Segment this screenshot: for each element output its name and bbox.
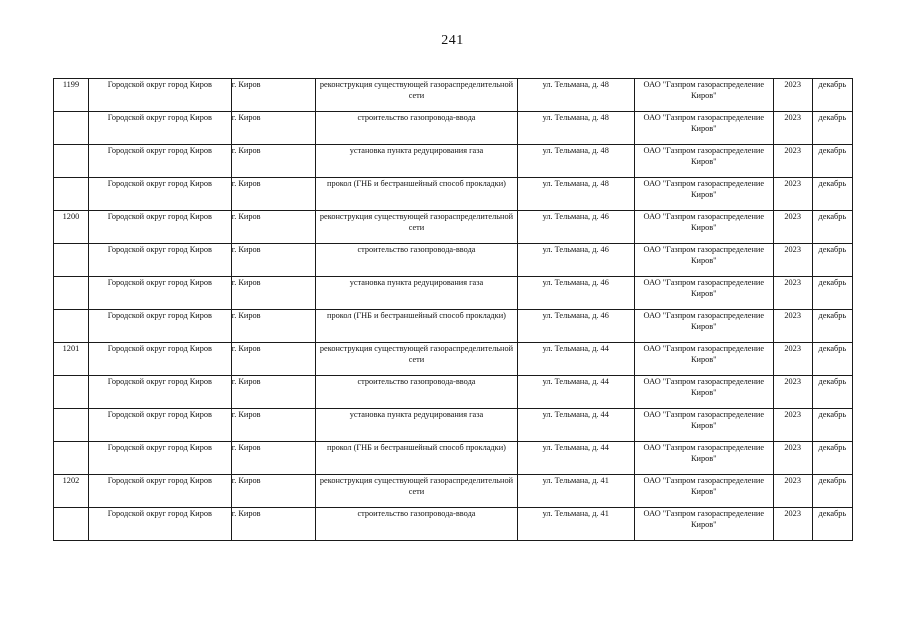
- organization-cell: ОАО "Газпром газораспределение Киров": [634, 475, 773, 508]
- row-number-cell: 1202: [54, 475, 89, 508]
- address-cell: ул. Тельмана, д. 44: [517, 442, 634, 475]
- municipality-cell: Городской округ город Киров: [88, 277, 231, 310]
- work-type-text: прокол (ГНБ и бестраншейный способ прокладки): [327, 179, 506, 188]
- row-number-cell: 1199: [54, 79, 89, 112]
- month-cell: декабрь: [812, 277, 852, 310]
- work-type-text: прокол (ГНБ и бестраншейный способ прокладки): [327, 443, 506, 452]
- row-number-cell: [54, 145, 89, 178]
- work-type-text: строительство газопровода-ввода: [357, 113, 476, 122]
- municipality-cell: Городской округ город Киров: [88, 112, 231, 145]
- municipality-cell: Городской округ город Киров: [88, 508, 231, 541]
- year-cell: 2023: [773, 310, 812, 343]
- address-cell: ул. Тельмана, д. 48: [517, 178, 634, 211]
- row-number-cell: [54, 508, 89, 541]
- row-number-cell: [54, 277, 89, 310]
- locality-cell: г. Киров: [231, 244, 316, 277]
- year-cell: 2023: [773, 376, 812, 409]
- table-body: [54, 79, 853, 541]
- table-row: [54, 376, 853, 409]
- municipality-cell: Городской округ город Киров: [88, 79, 231, 112]
- month-cell: декабрь: [812, 310, 852, 343]
- year-cell: 2023: [773, 145, 812, 178]
- table-row: [54, 211, 853, 244]
- address-cell: ул. Тельмана, д. 44: [517, 409, 634, 442]
- work-type-text: установка пункта редуцирования газа: [349, 410, 484, 419]
- work-type-cell: [316, 343, 517, 376]
- work-type-text: прокол (ГНБ и бестраншейный способ прокладки): [327, 311, 506, 320]
- organization-cell: ОАО "Газпром газораспределение Киров": [634, 178, 773, 211]
- locality-cell: г. Киров: [231, 508, 316, 541]
- month-cell: декабрь: [812, 112, 852, 145]
- municipality-cell: Городской округ город Киров: [88, 178, 231, 211]
- organization-cell: ОАО "Газпром газораспределение Киров": [634, 244, 773, 277]
- address-cell: ул. Тельмана, д. 46: [517, 277, 634, 310]
- locality-cell: г. Киров: [231, 343, 316, 376]
- month-cell: декабрь: [812, 508, 852, 541]
- work-type-cell: [316, 79, 517, 112]
- address-cell: ул. Тельмана, д. 48: [517, 112, 634, 145]
- work-type-cell: [316, 244, 517, 277]
- work-type-cell: [316, 376, 517, 409]
- address-cell: ул. Тельмана, д. 41: [517, 475, 634, 508]
- address-cell: ул. Тельмана, д. 46: [517, 310, 634, 343]
- work-type-text: реконструкция существующей газораспределительной сети: [319, 80, 514, 100]
- row-number-cell: [54, 409, 89, 442]
- month-cell: декабрь: [812, 409, 852, 442]
- locality-cell: г. Киров: [231, 145, 316, 178]
- locality-cell: г. Киров: [231, 376, 316, 409]
- work-type-cell: [316, 211, 517, 244]
- page-number: 241: [441, 33, 464, 48]
- work-type-cell: [316, 277, 517, 310]
- organization-cell: ОАО "Газпром газораспределение Киров": [634, 442, 773, 475]
- work-type-text: строительство газопровода-ввода: [357, 377, 476, 386]
- work-type-cell: [316, 442, 517, 475]
- address-cell: ул. Тельмана, д. 48: [517, 79, 634, 112]
- municipality-cell: Городской округ город Киров: [88, 442, 231, 475]
- work-type-text: установка пункта редуцирования газа: [349, 278, 484, 287]
- locality-cell: г. Киров: [231, 442, 316, 475]
- work-type-cell: [316, 310, 517, 343]
- table-row: [54, 277, 853, 310]
- row-number-cell: [54, 376, 89, 409]
- organization-cell: ОАО "Газпром газораспределение Киров": [634, 310, 773, 343]
- municipality-cell: Городской округ город Киров: [88, 244, 231, 277]
- table-row: [54, 79, 853, 112]
- address-cell: ул. Тельмана, д. 44: [517, 376, 634, 409]
- table-row: [54, 475, 853, 508]
- municipality-cell: Городской округ город Киров: [88, 409, 231, 442]
- address-cell: ул. Тельмана, д. 46: [517, 244, 634, 277]
- work-type-text: установка пункта редуцирования газа: [349, 146, 484, 155]
- work-type-text: строительство газопровода-ввода: [357, 245, 476, 254]
- municipality-cell: Городской округ город Киров: [88, 145, 231, 178]
- month-cell: декабрь: [812, 343, 852, 376]
- work-type-cell: [316, 409, 517, 442]
- organization-cell: ОАО "Газпром газораспределение Киров": [634, 277, 773, 310]
- row-number-cell: [54, 310, 89, 343]
- month-cell: декабрь: [812, 178, 852, 211]
- table-row: [54, 343, 853, 376]
- year-cell: 2023: [773, 112, 812, 145]
- month-cell: декабрь: [812, 475, 852, 508]
- month-cell: декабрь: [812, 376, 852, 409]
- organization-cell: ОАО "Газпром газораспределение Киров": [634, 112, 773, 145]
- row-number-cell: [54, 244, 89, 277]
- year-cell: 2023: [773, 442, 812, 475]
- organization-cell: ОАО "Газпром газораспределение Киров": [634, 508, 773, 541]
- table-row: [54, 310, 853, 343]
- work-type-cell: [316, 145, 517, 178]
- year-cell: 2023: [773, 244, 812, 277]
- organization-cell: ОАО "Газпром газораспределение Киров": [634, 409, 773, 442]
- locality-cell: г. Киров: [231, 211, 316, 244]
- table-row: [54, 178, 853, 211]
- address-cell: ул. Тельмана, д. 41: [517, 508, 634, 541]
- municipality-cell: Городской округ город Киров: [88, 475, 231, 508]
- month-cell: декабрь: [812, 145, 852, 178]
- locality-cell: г. Киров: [231, 475, 316, 508]
- work-type-text: реконструкция существующей газораспределительной сети: [319, 344, 514, 364]
- row-number-cell: 1200: [54, 211, 89, 244]
- address-cell: ул. Тельмана, д. 44: [517, 343, 634, 376]
- address-cell: ул. Тельмана, д. 46: [517, 211, 634, 244]
- year-cell: 2023: [773, 409, 812, 442]
- work-type-cell: [316, 178, 517, 211]
- row-number-cell: 1201: [54, 343, 89, 376]
- locality-cell: г. Киров: [231, 409, 316, 442]
- organization-cell: ОАО "Газпром газораспределение Киров": [634, 376, 773, 409]
- year-cell: 2023: [773, 343, 812, 376]
- year-cell: 2023: [773, 79, 812, 112]
- month-cell: декабрь: [812, 79, 852, 112]
- municipality-cell: Городской округ город Киров: [88, 310, 231, 343]
- row-number-cell: [54, 112, 89, 145]
- table-row: [54, 508, 853, 541]
- work-type-cell: [316, 112, 517, 145]
- work-type-text: реконструкция существующей газораспределительной сети: [319, 212, 514, 232]
- locality-cell: г. Киров: [231, 79, 316, 112]
- table-row: [54, 442, 853, 475]
- municipality-cell: Городской округ город Киров: [88, 343, 231, 376]
- municipality-cell: Городской округ город Киров: [88, 376, 231, 409]
- work-type-text: реконструкция существующей газораспределительной сети: [319, 476, 514, 496]
- year-cell: 2023: [773, 211, 812, 244]
- gas-network-work-table: [53, 78, 853, 541]
- work-type-cell: [316, 508, 517, 541]
- year-cell: 2023: [773, 475, 812, 508]
- organization-cell: ОАО "Газпром газораспределение Киров": [634, 211, 773, 244]
- locality-cell: г. Киров: [231, 178, 316, 211]
- organization-cell: ОАО "Газпром газораспределение Киров": [634, 145, 773, 178]
- row-number-cell: [54, 442, 89, 475]
- work-type-cell: [316, 475, 517, 508]
- month-cell: декабрь: [812, 442, 852, 475]
- table-row: [54, 145, 853, 178]
- month-cell: декабрь: [812, 211, 852, 244]
- organization-cell: ОАО "Газпром газораспределение Киров": [634, 79, 773, 112]
- organization-cell: ОАО "Газпром газораспределение Киров": [634, 343, 773, 376]
- row-number-cell: [54, 178, 89, 211]
- year-cell: 2023: [773, 508, 812, 541]
- table-row: [54, 112, 853, 145]
- locality-cell: г. Киров: [231, 112, 316, 145]
- year-cell: 2023: [773, 277, 812, 310]
- year-cell: 2023: [773, 178, 812, 211]
- locality-cell: г. Киров: [231, 310, 316, 343]
- municipality-cell: Городской округ город Киров: [88, 211, 231, 244]
- table-row: [54, 409, 853, 442]
- table-row: [54, 244, 853, 277]
- address-cell: ул. Тельмана, д. 48: [517, 145, 634, 178]
- locality-cell: г. Киров: [231, 277, 316, 310]
- month-cell: декабрь: [812, 244, 852, 277]
- work-type-text: строительство газопровода-ввода: [357, 509, 476, 518]
